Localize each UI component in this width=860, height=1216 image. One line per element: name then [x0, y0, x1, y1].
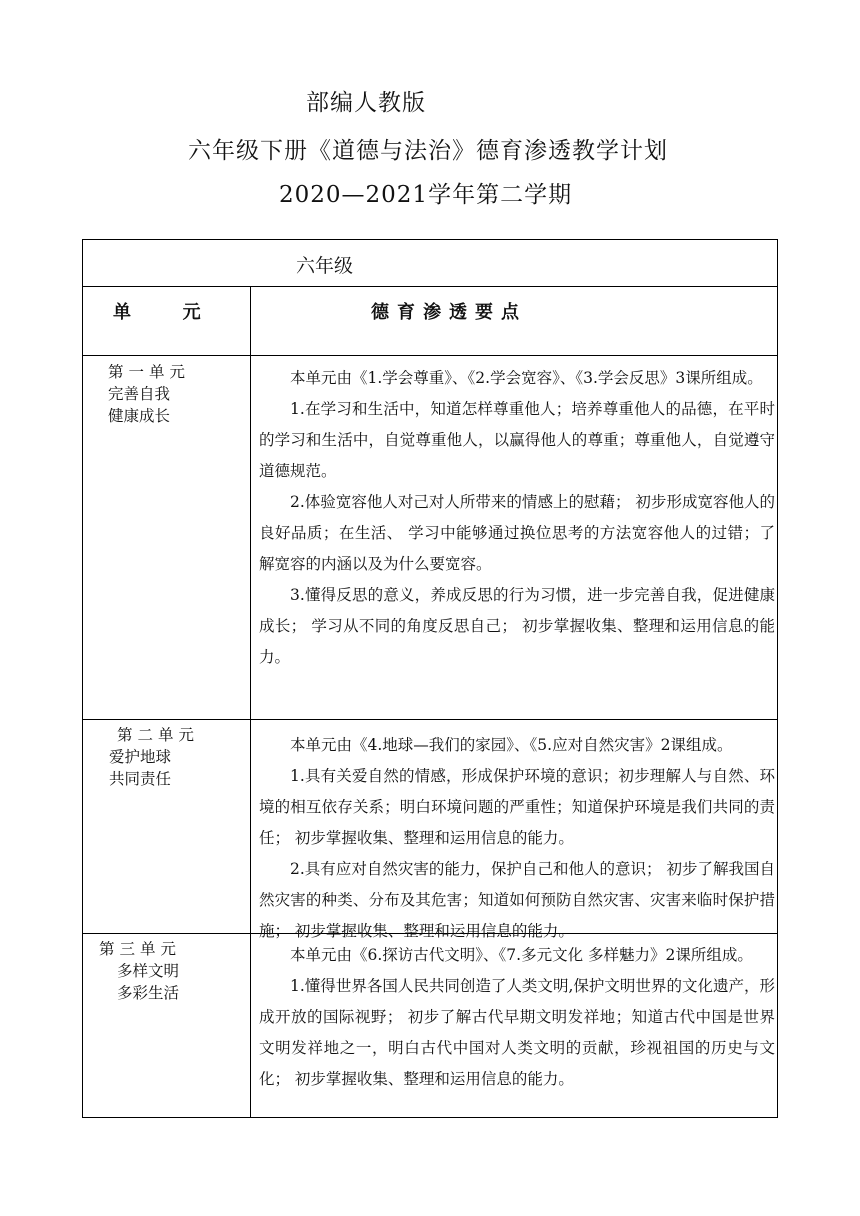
unit-theme: 共同责任: [109, 770, 172, 788]
unit-number: 第一单元: [108, 363, 191, 381]
doc-title-term: 2020—2021学年第二学期: [279, 182, 573, 208]
unit-2-cell: [109, 724, 200, 790]
unit-3-cell: [99, 938, 181, 1004]
unit-2-points: [259, 730, 775, 947]
unit-theme: 多样文明: [117, 962, 180, 980]
point-paragraph: 本单元由《1.学会尊重》、《2.学会宽容》、《3.学会反思》3课所组成。: [290, 369, 763, 387]
unit-theme: 完善自我: [108, 385, 171, 403]
header-unit: 单 元: [113, 302, 203, 323]
table-divider: [83, 719, 777, 720]
table-divider: [83, 286, 777, 287]
point-paragraph: 1.在学习和生活中，知道怎样尊重他人；培养尊重他人的品德，在平时的学习和生活中，自觉尊重他人，以赢得他人的尊重；尊重他人，自觉遵守道德规范。: [259, 400, 775, 480]
table-column-divider: [250, 286, 251, 1117]
unit-theme: 健康成长: [108, 407, 171, 425]
point-paragraph: 2.体验宽容他人对己对人所带来的情感上的慰藉； 初步形成宽容他人的良好品质；在生活、 学习中能够通过换位思考的方法宽容他人的过错；了解宽容的内涵以及为什么要宽容。: [259, 493, 775, 573]
point-paragraph: 1.具有关爱自然的情感，形成保护环境的意识；初步理解人与自然、环境的相互依存关系；明白环境问题的严重性；知道保护环境是我们共同的责任； 初步掌握收集、整理和运用信息的能力。: [259, 767, 775, 847]
point-paragraph: 本单元由《6.探访古代文明》、《7.多元文化 多样魅力》2课所组成。: [290, 946, 753, 964]
unit-number: 第二单元: [117, 726, 200, 744]
doc-title-main: 六年级下册《道德与法治》德育渗透教学计划: [188, 138, 668, 164]
table-divider: [83, 355, 777, 356]
point-paragraph: 3.懂得反思的意义，养成反思的行为习惯，进一步完善自我，促进健康成长； 学习从不同的角度反思自己； 初步掌握收集、整理和运用信息的能力。: [259, 586, 775, 666]
grade-label: 六年级: [296, 255, 354, 277]
doc-title-edition: 部编人教版: [306, 90, 426, 116]
unit-1-cell: [108, 361, 190, 427]
plan-table: [82, 239, 778, 1118]
header-points: 德育渗透要点: [371, 302, 527, 323]
unit-theme: 多彩生活: [117, 984, 180, 1002]
unit-1-points: [259, 363, 775, 673]
unit-number: 第三单元: [99, 940, 182, 958]
unit-3-points: [259, 940, 775, 1095]
point-paragraph: 本单元由《4.地球—我们的家园》、《5.应对自然灾害》2课组成。: [290, 736, 733, 754]
point-paragraph: 2.具有应对自然灾害的能力，保护自己和他人的意识； 初步了解我国自然灾害的种类、分布及其危害；知道如何预防自然灾害、灾害来临时保护措施； 初步掌握收集、整理和运用信息的能力。: [259, 860, 775, 940]
point-paragraph: 1.懂得世界各国人民共同创造了人类文明,保护文明世界的文化遗产，形成开放的国际视野； 初步了解古代早期文明发祥地；知道古代中国是世界文明发祥地之一，明白古代中国对人类文明的贡献，珍视祖国的历史与文化； 初步掌握收集、整理和运用信息的能力。: [259, 977, 775, 1088]
unit-theme: 爱护地球: [109, 748, 172, 766]
